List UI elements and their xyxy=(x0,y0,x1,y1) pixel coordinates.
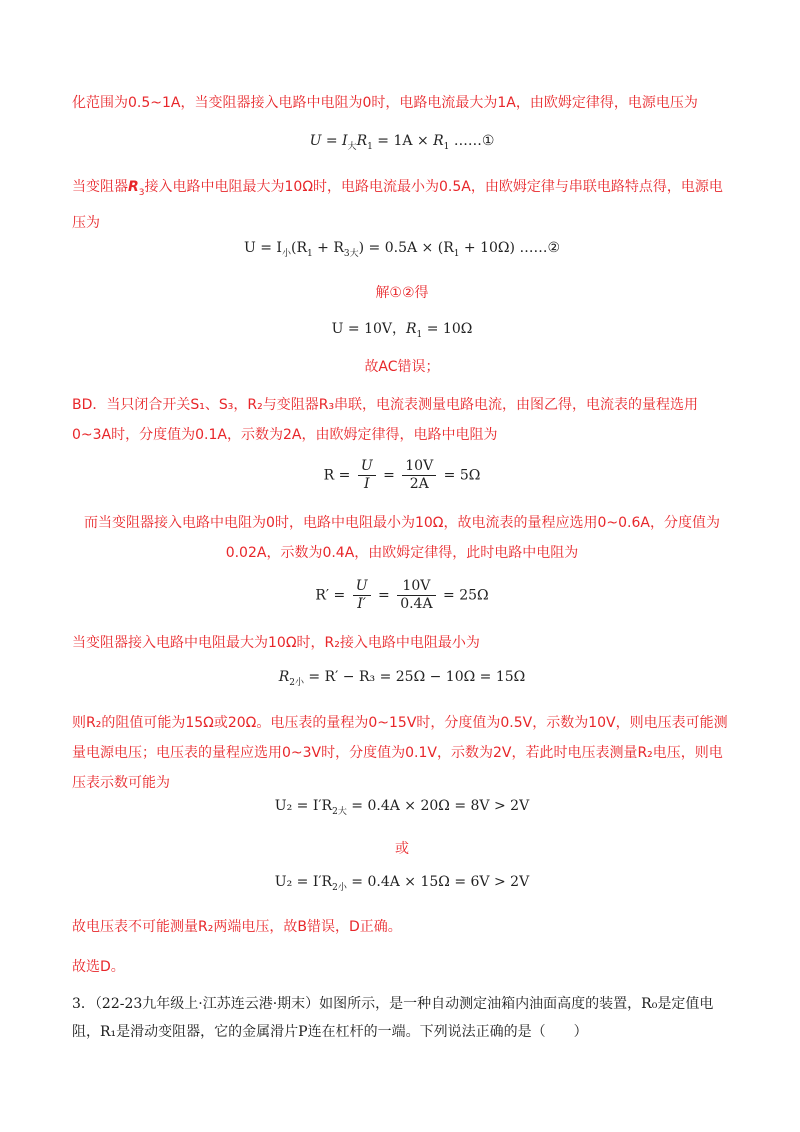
solution-paragraph-3: BD．当只闭合开关S₁、S₃，R₂与变阻器R₃串联，电流表测量电路电流，由图乙得，电流表的量程选用0~3A时，分度值为0.1A，示数为2A，由欧姆定律得，电路中电阻为 xyxy=(72,397,699,443)
solution-paragraph-2: 当变阻器$R_3$接入电路中电阻最大为10Ω时，电路电流最小为0.5A，由欧姆定律与串联电路特点得，电源电压为 xyxy=(72,179,723,231)
conclusion-bd: 故电压表不可能测量R₂两端电压，故B错误，D正确。 xyxy=(72,919,402,935)
solution-paragraph-4: 而当变阻器接入电路中电阻为0时，电路中电阻最小为10Ω，故电流表的量程应选用0~0.6A，分度值为0.02A，示数为0.4A，由欧姆定律得，此时电路中电阻为 xyxy=(84,515,720,561)
equation-6: $R_{2小} = R' - R_3 = 25\Omega - 10\Omega = 15\Omega$ xyxy=(278,669,526,688)
equation-4: R = $\frac{U}{I}$ = $\frac{10V}{2A}$ = 5Ω xyxy=(323,458,481,492)
solution-paragraph-6: 则R₂的阻值可能为15Ω或20Ω。电压表的量程为0~15V时，分度值为0.5V，示数为10V，则电压表可能测量电源电压；电压表的量程应选用0~3V时，分度值为0.1V，示数为2V，若此时电压表测量R₂电压，则电压表示数可能为 xyxy=(72,715,728,791)
equation-7: $U_2 = I'R_{2大} = 0.4A \times 20\Omega = 8V > 2V$ xyxy=(274,798,530,817)
equation-5: R′ = $\frac{U}{I'}$ = $\frac{10V}{0.4A}$ = 25Ω xyxy=(315,578,489,612)
solve-line: 解①②得 xyxy=(375,285,429,301)
final-answer: 故选D。 xyxy=(72,959,125,975)
equation-8: $U_2 = I'R_{2小} = 0.4A \times 15\Omega = 6V > 2V$ xyxy=(274,874,530,893)
question-3: 3．（22-23九年级上·江苏连云港·期末）如图所示，是一种自动测定油箱内油面高度的装置，R₀是定值电阻，R₁是滑动变阻器，它的金属滑片P连在杠杆的一端。下列说法正确的是（ ） xyxy=(72,996,714,1040)
equation-3: U = 10V，$R_1 = 10\Omega$ xyxy=(331,321,473,340)
equation-2: $U = I_小(R_1 + R_{3大}) = 0.5A \times (R_1 + 10\Omega)$ ……② xyxy=(244,240,560,259)
equation-1: $U = I_大R_1 = 1A \times R_1$ ……① xyxy=(309,133,495,152)
or-text: 或 xyxy=(395,841,409,857)
conclusion-ac: 故AC错误； xyxy=(364,359,440,375)
solution-paragraph-5: 当变阻器接入电路中电阻最大为10Ω时，R₂接入电路中电阻最小为 xyxy=(72,635,480,651)
solution-paragraph-1: 化范围为0.5~1A，当变阻器接入电路中电阻为0时，电路电流最大为1A，由欧姆定律得，电源电压为 xyxy=(72,95,698,111)
